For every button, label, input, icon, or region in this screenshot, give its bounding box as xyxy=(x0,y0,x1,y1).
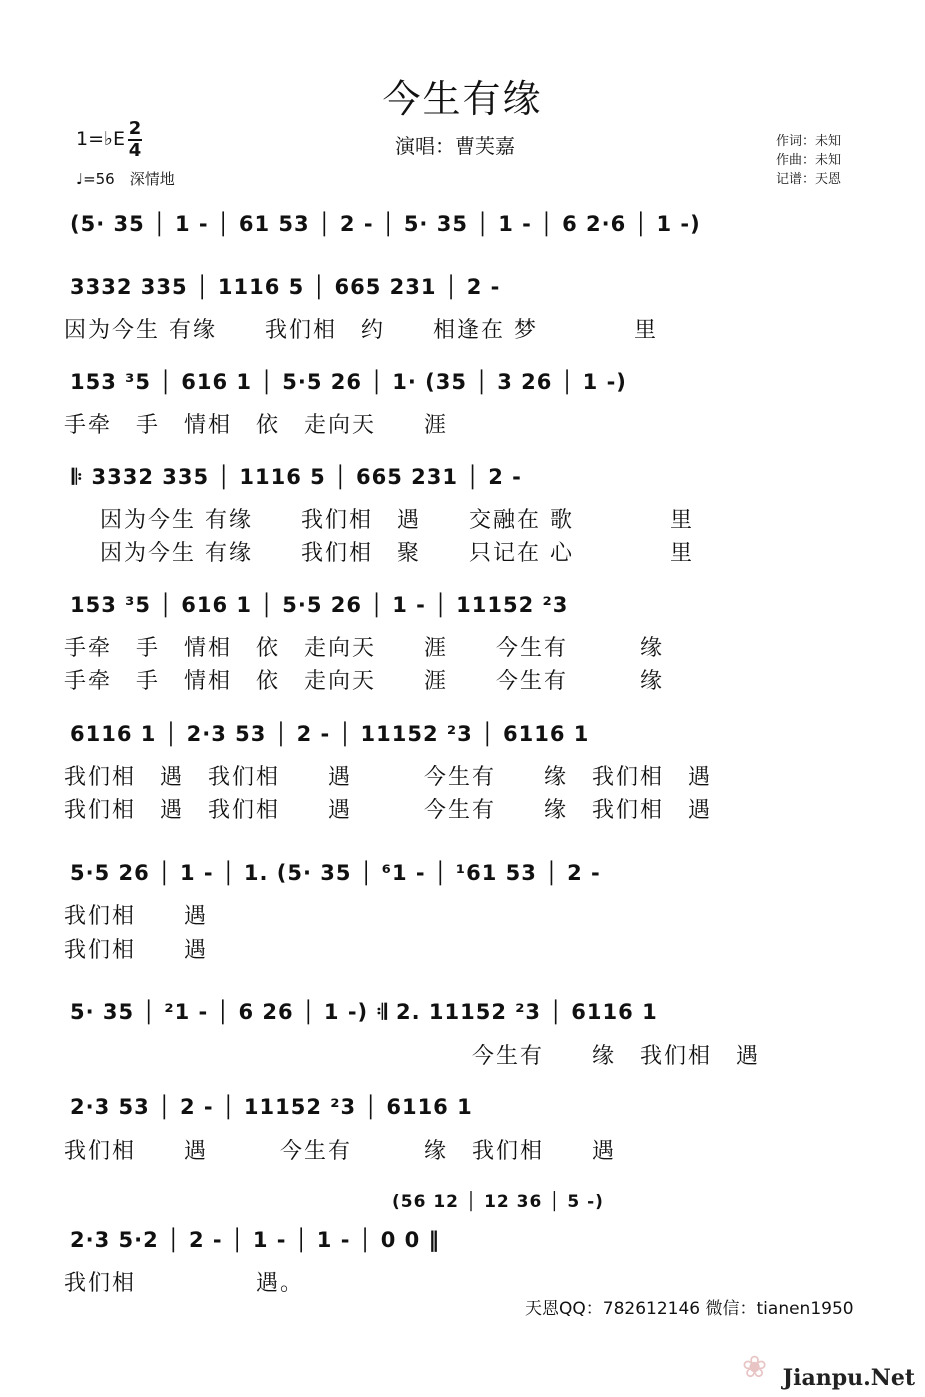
lyricist: 作词：未知 xyxy=(776,134,842,149)
lyric-row-2: 因为今生 有缘 我们相 约 相逢在 梦 里 xyxy=(64,318,658,343)
lyric-row-11: 我们相 遇。 xyxy=(64,1271,305,1296)
time-signature xyxy=(128,120,142,160)
lyric-row-6a: 我们相 遇 我们相 遇 今生有 缘 我们相 遇 xyxy=(64,765,713,790)
notation-row-7: 5·5 26 │ 1 - │ 1. (5· 35 │ ⁶1 - │ ¹61 53 │ 2 - xyxy=(70,861,601,885)
singer: 演唱：曹芙嘉 xyxy=(395,134,515,158)
key-signature: 1=♭E xyxy=(76,128,125,150)
notation-row-6: 6116 1 │ 2·3 53 │ 2 - │ 11152 ²3 │ 6116 1 xyxy=(70,722,590,746)
transcriber: 记谱：天恩 xyxy=(776,172,842,187)
song-title: 今生有缘 xyxy=(382,77,543,121)
lyric-row-7b: 我们相 遇 xyxy=(64,938,209,963)
lyric-row-5a: 手牵 手 情相 依 走向天 涯 今生有 缘 xyxy=(64,636,665,661)
lyric-row-8: 今生有 缘 我们相 遇 xyxy=(64,1044,761,1069)
notation-row-9: 2·3 53 │ 2 - │ 11152 ²3 │ 6116 1 xyxy=(70,1095,473,1119)
lyric-row-4b: 因为今生 有缘 我们相 聚 只记在 心 里 xyxy=(100,541,694,566)
notation-row-1: (5· 35 │ 1 - │ 61 53 │ 2 - │ 5· 35 │ 1 - │ 6 2·6 │ 1 -) xyxy=(70,212,701,236)
notation-row-3: 153 ³5 │ 616 1 │ 5·5 26 │ 1· (35 │ 3 26 │ 1 -) xyxy=(70,370,627,394)
contact-footer: 天恩QQ：782612146 微信：tianen1950 xyxy=(525,1299,854,1319)
time-sig-bottom: 4 xyxy=(128,140,142,161)
lyric-row-6b: 我们相 遇 我们相 遇 今生有 缘 我们相 遇 xyxy=(64,798,713,823)
notation-row-8: 5· 35 │ ²1 - │ 6 26 │ 1 -) 𝄇 2. 11152 ²3 │ 6116 1 xyxy=(70,1000,658,1024)
tempo-marking: ♩=56 深情地 xyxy=(76,170,175,188)
lyric-row-7a: 我们相 遇 xyxy=(64,904,209,929)
time-sig-top: 2 xyxy=(128,118,142,139)
composer: 作曲：未知 xyxy=(776,153,842,168)
notation-row-10-interlude: (56 12 │ 12 36 │ 5 -) xyxy=(392,1192,604,1212)
credits xyxy=(776,132,841,189)
notation-row-5: 153 ³5 │ 616 1 │ 5·5 26 │ 1 - │ 11152 ²3 xyxy=(70,593,569,617)
lyric-row-3: 手牵 手 情相 依 走向天 涯 xyxy=(64,413,449,438)
watermark: Jianpu.Net xyxy=(782,1365,915,1391)
lyric-row-9: 我们相 遇 今生有 缘 我们相 遇 xyxy=(64,1139,617,1164)
notation-row-11: 2·3 5·2 │ 2 - │ 1 - │ 1 - │ 0 0 ‖ xyxy=(70,1228,441,1252)
notation-row-4: 𝄆 3332 335 │ 1116 5 │ 665 231 │ 2 - xyxy=(72,465,522,489)
site-logo: ❀ xyxy=(742,1350,768,1385)
notation-row-2: 3332 335 │ 1116 5 │ 665 231 │ 2 - xyxy=(70,275,501,299)
lyric-row-4a: 因为今生 有缘 我们相 遇 交融在 歌 里 xyxy=(100,508,694,533)
lyric-row-5b: 手牵 手 情相 依 走向天 涯 今生有 缘 xyxy=(64,669,665,694)
